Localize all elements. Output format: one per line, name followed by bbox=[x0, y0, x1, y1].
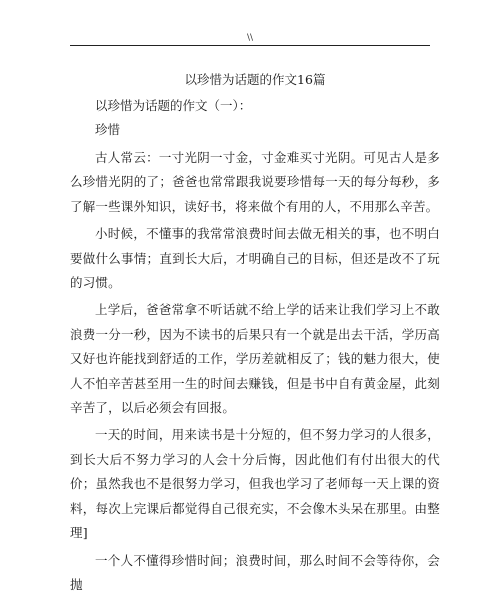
paragraph: 一个人不懂得珍惜时间；浪费时间，那么时间不会等待你，会抛 bbox=[70, 549, 440, 597]
paragraph: 小时候，不懂事的我常常浪费时间去做无相关的事，也不明白要做什么事情；直到长大后，才明确自己的目标，但还是改不了玩的习惯。 bbox=[70, 222, 440, 295]
paragraph: 古人常云：一寸光阴一寸金，寸金难买寸光阴。可见古人是多么珍惜光阴的了；爸爸也常常跟我说要珍惜每一天的每分每秒，多了解一些课外知识，读好书，将来做个有用的人，不用那么辛苦。 bbox=[70, 146, 440, 219]
paragraph: 上学后，爸爸常拿不听话就不给上学的话来让我们学习上不敢浪费一分一秒，因为不读书的后果只有一个就是出去干活，学历高又好也许能找到舒适的工作，学历差就相反了；钱的魅力很大，使人不怕辛苦甚至用一生的时间去赚钱，但是书中自有黄金屋，此刻辛苦了，以后必须会有回报。 bbox=[70, 298, 440, 420]
document-body bbox=[70, 72, 440, 597]
essay-subtitle: 以珍惜为话题的作文（一）： bbox=[70, 98, 440, 114]
essay-heading: 珍惜 bbox=[70, 122, 440, 138]
document-title: 以珍惜为话题的作文16篇 bbox=[70, 72, 440, 88]
paragraph: 一天的时间，用来读书是十分短的，但不努力学习的人很多，到长大后不努力学习的人会十分后悔，因此他们有付出很大的代价；虽然我也不是很努力学习，但我也学习了老师每一天上课的资料，每次上完课后都觉得自己很充实，不会像木头呆在那里。由整理] bbox=[70, 423, 440, 545]
header-rule bbox=[70, 45, 430, 46]
header-mark: \\ bbox=[0, 33, 500, 43]
